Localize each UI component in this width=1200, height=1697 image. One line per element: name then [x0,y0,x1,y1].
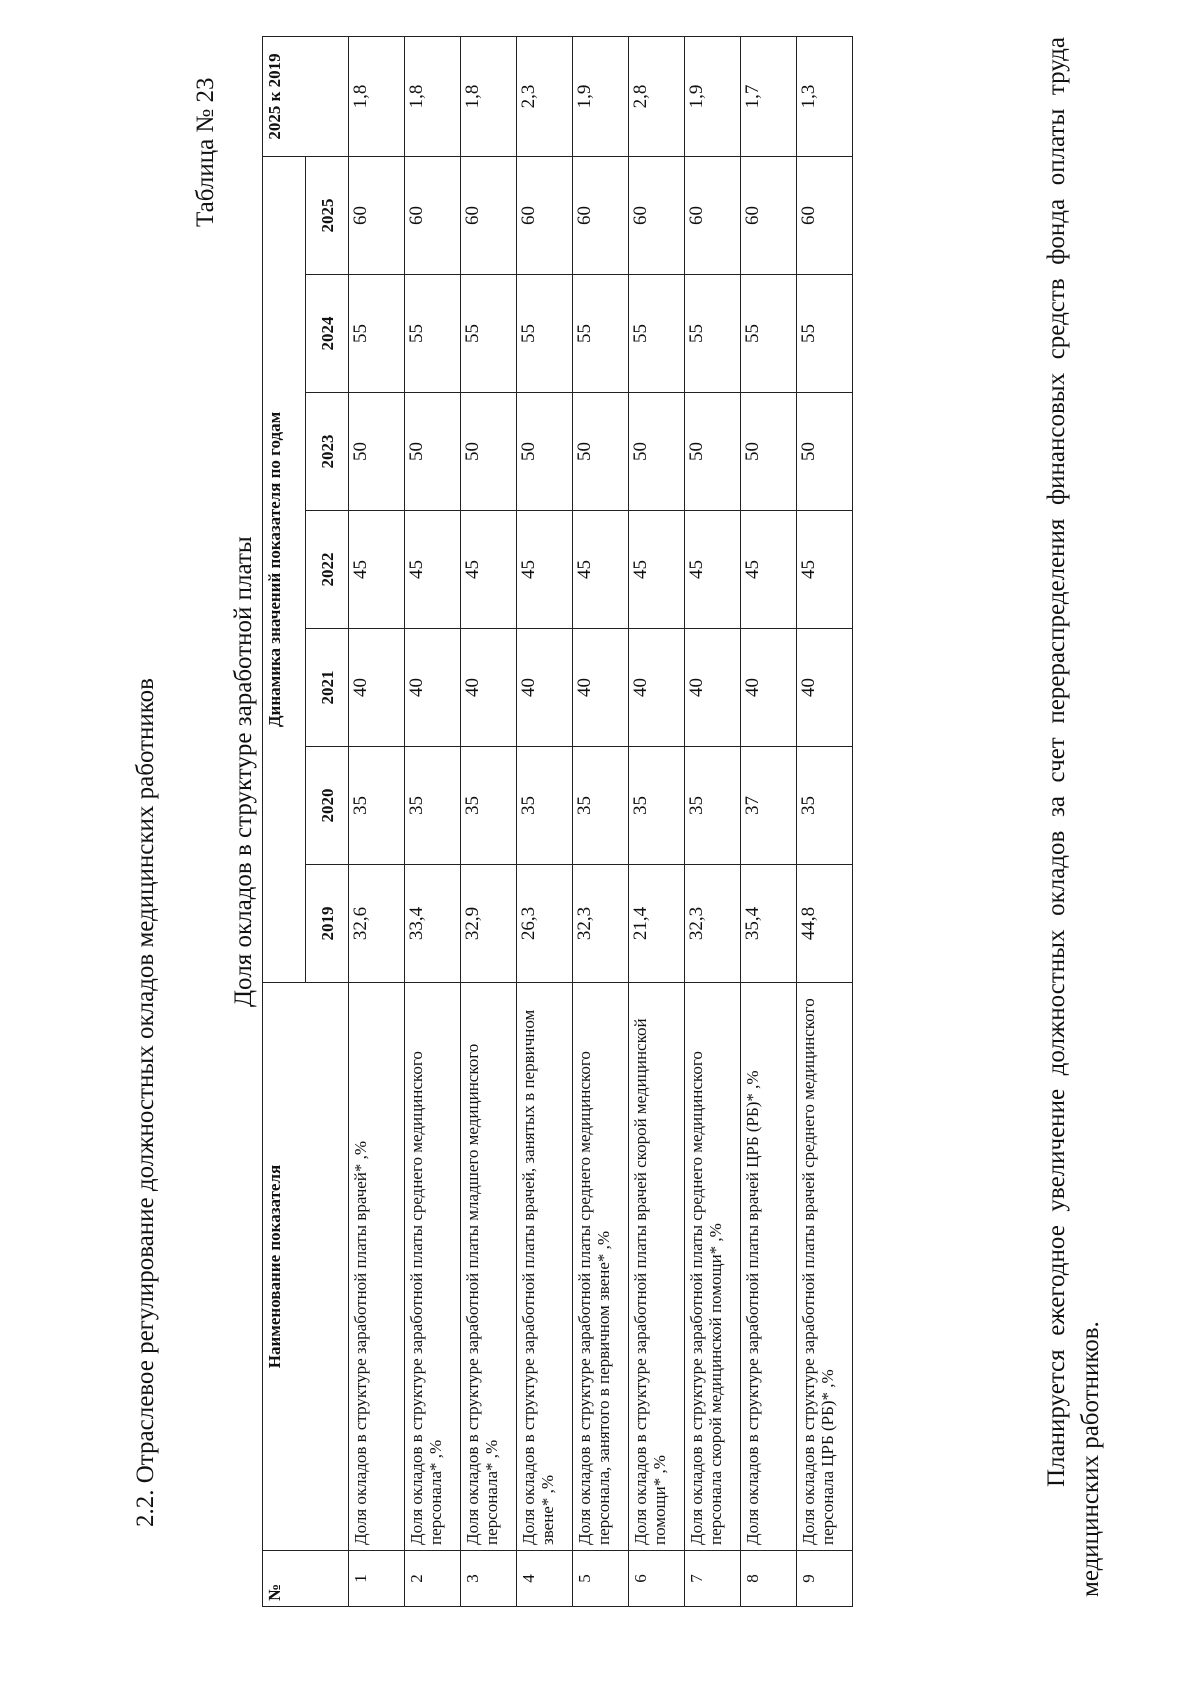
year-value: 60 [741,156,797,274]
header-dynamics: Динамика значений показателя по годам [263,156,306,982]
year-value: 55 [405,275,461,393]
year-value: 40 [741,629,797,747]
year-value: 35 [629,747,685,865]
year-value: 32,6 [349,865,405,983]
ratio-value: 2,8 [629,36,685,156]
year-value: 40 [517,629,573,747]
year-value: 55 [797,275,853,393]
ratio-value: 1,9 [685,36,741,156]
table-row [461,36,517,1606]
year-value: 40 [461,629,517,747]
year-value: 37 [741,747,797,865]
year-value: 26,3 [517,865,573,983]
header-row [263,36,306,1606]
row-number: 8 [741,1551,797,1607]
year-value: 35 [797,747,853,865]
year-value: 40 [573,629,629,747]
indicator-name: Доля окладов в структуре заработной платы врачей среднего медицинского персонала ЦРБ (РБ)* ,% [797,983,853,1551]
year-value: 40 [405,629,461,747]
year-value: 50 [573,393,629,511]
year-value: 45 [685,511,741,629]
year-value: 35 [405,747,461,865]
section-heading: 2.2. Отраслевое регулирование должностных окладов медицинских работников [132,678,159,1527]
ratio-value: 1,8 [405,36,461,156]
year-value: 32,3 [573,865,629,983]
year-value: 45 [349,511,405,629]
row-number: 9 [797,1551,853,1607]
header-year: 2024 [306,275,349,393]
year-value: 44,8 [797,865,853,983]
table-row [405,36,461,1606]
year-value: 50 [349,393,405,511]
table-row [741,36,797,1606]
row-number: 4 [517,1551,573,1607]
header-year: 2025 [306,156,349,274]
year-value: 21,4 [629,865,685,983]
year-value: 50 [797,393,853,511]
ratio-value: 1,8 [461,36,517,156]
year-value: 40 [629,629,685,747]
year-value: 60 [685,156,741,274]
table-row [797,36,853,1606]
header-year: 2021 [306,629,349,747]
year-value: 60 [573,156,629,274]
year-value: 45 [517,511,573,629]
header-year: 2020 [306,747,349,865]
indicator-name: Доля окладов в структуре заработной платы врачей скорой медицинской помощи* ,% [629,983,685,1551]
table-row [349,36,405,1606]
indicator-name: Доля окладов в структуре заработной платы среднего медицинского персонала скорой медицинской помощи* ,% [685,983,741,1551]
year-value: 50 [741,393,797,511]
year-value: 35 [517,747,573,865]
year-value: 50 [517,393,573,511]
year-value: 50 [629,393,685,511]
header-year: 2019 [306,865,349,983]
indicator-name: Доля окладов в структуре заработной платы среднего медицинского персонала, занятого в первичном звене* ,% [573,983,629,1551]
header-year: 2022 [306,511,349,629]
table-row [573,36,629,1606]
year-value: 45 [405,511,461,629]
table-row [629,36,685,1606]
year-value: 55 [741,275,797,393]
row-number: 3 [461,1551,517,1607]
header-num: № [263,1551,349,1607]
year-value: 50 [405,393,461,511]
ratio-value: 1,3 [797,36,853,156]
ratio-value: 1,8 [349,36,405,156]
year-value: 60 [629,156,685,274]
ratio-value: 2,3 [517,36,573,156]
year-value: 45 [573,511,629,629]
table-caption: Доля окладов в структуре заработной платы [230,536,257,1007]
year-value: 33,4 [405,865,461,983]
year-value: 50 [685,393,741,511]
year-value: 55 [573,275,629,393]
year-value: 45 [629,511,685,629]
ratio-value: 1,7 [741,36,797,156]
year-value: 32,3 [685,865,741,983]
year-value: 55 [629,275,685,393]
footer-paragraph: Планируется ежегодное увеличение должностных окладов за счет перераспределения финансовых средств фонда оплаты труда медицинских работников. [1043,37,1104,1597]
year-value: 60 [517,156,573,274]
year-value: 32,9 [461,865,517,983]
year-value: 50 [461,393,517,511]
indicator-name: Доля окладов в структуре заработной платы врачей, занятых в первичном звене* ,% [517,983,573,1551]
year-value: 40 [685,629,741,747]
year-value: 40 [349,629,405,747]
row-number: 2 [405,1551,461,1607]
year-value: 45 [797,511,853,629]
header-ratio: 2025 к 2019 [263,36,349,156]
year-value: 60 [349,156,405,274]
year-value: 40 [797,629,853,747]
indicator-name: Доля окладов в структуре заработной платы врачей* ,% [349,983,405,1551]
table-row [685,36,741,1606]
year-value: 35 [349,747,405,865]
year-value: 35 [573,747,629,865]
table-body [349,36,853,1606]
row-number: 5 [573,1551,629,1607]
year-value: 55 [685,275,741,393]
header-name: Наименование показателя [263,983,349,1551]
indicator-name: Доля окладов в структуре заработной платы врачей ЦРБ (РБ)* ,% [741,983,797,1551]
row-number: 6 [629,1551,685,1607]
row-number: 1 [349,1551,405,1607]
year-value: 60 [405,156,461,274]
table-number: Таблица № 23 [192,77,219,227]
year-value: 55 [461,275,517,393]
header-year: 2023 [306,393,349,511]
year-value: 55 [517,275,573,393]
ratio-value: 1,9 [573,36,629,156]
year-value: 55 [349,275,405,393]
salary-share-table [262,36,853,1607]
year-value: 45 [741,511,797,629]
year-value: 60 [461,156,517,274]
year-value: 35 [461,747,517,865]
year-value: 35 [685,747,741,865]
indicator-name: Доля окладов в структуре заработной платы младшего медицинского персонала* ,% [461,983,517,1551]
row-number: 7 [685,1551,741,1607]
year-value: 60 [797,156,853,274]
indicator-name: Доля окладов в структуре заработной платы среднего медицинского персонала* ,% [405,983,461,1551]
year-value: 35,4 [741,865,797,983]
year-value: 45 [461,511,517,629]
table-row [517,36,573,1606]
